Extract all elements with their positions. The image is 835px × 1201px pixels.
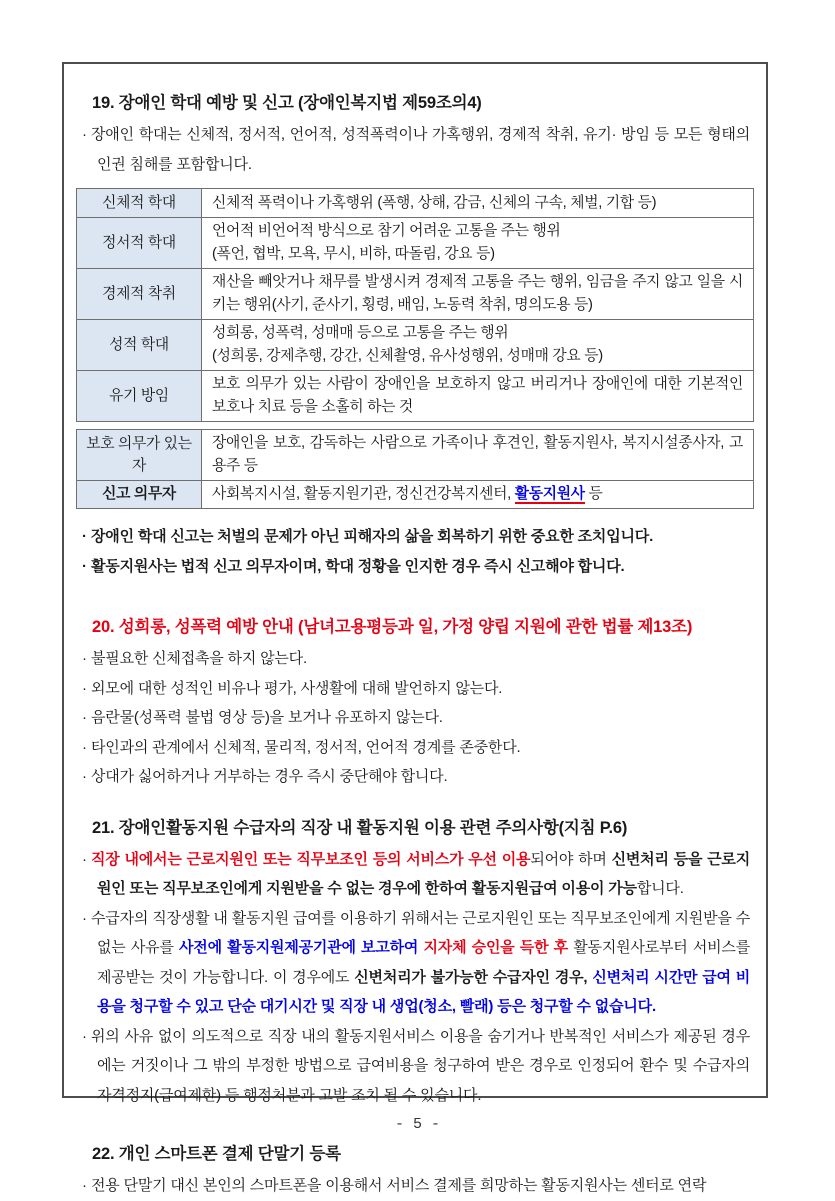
duty-label-cell: 신고 의무자 [77,480,202,509]
list-item-rich-text: 위의 사유 없이 의도적으로 직장 내의 활동지원서비스 이용을 숨기거나 반복적인 서비스가 제공된 경우에는 거짓이나 그 밖의 부정한 방법으로 급여비용을 청구하여 받은 경우로 인정되어 환수 및 수급자의 자격정지(급여제한) 등 행정처분과 고발 조치 될 수 있습니다. [91,1027,750,1104]
bullet-marker: · [82,679,87,697]
note-item [82,552,750,582]
table-row [77,189,754,218]
section-22-title: 22. 개인 스마트폰 결제 단말기 등록 [92,1145,341,1163]
table-row [77,429,754,480]
duty-desc-cell [202,429,754,480]
content-border [62,62,768,1194]
bullet-marker: · [82,1177,87,1194]
table-row [77,319,754,370]
abuse-type-cell: 경제적 착취 [77,268,202,319]
reporter-link[interactable]: 활동지원사 [514,486,585,502]
bullet-marker: · [82,650,87,667]
abuse-type-cell: 신체적 학대 [77,189,202,218]
desc-line: 장애인을 보호, 감독하는 사람으로 가족이나 후견인, 활동지원사, 복지시설종사자, 고용주 등 [212,435,743,474]
abuse-desc-cell [202,189,754,218]
table-row [77,268,754,319]
section-19-notes [76,522,754,581]
list-item [82,1022,750,1111]
note-text: 장애인 학대 신고는 처벌의 문제가 아닌 피해자의 삶을 회복하기 위한 중요한 조치입니다. [91,528,654,545]
duty-desc-cell [202,480,754,509]
desc-text: 사회복지시설, 활동지원기관, 정신건강복지센터, [212,486,515,502]
abuse-desc-cell [202,268,754,319]
note-item [82,522,750,552]
table-row [77,370,754,421]
desc-line: 재산을 빼앗거나 채무를 발생시켜 경제적 고통을 주는 행위, 임금을 주지 않고 일을 시키는 행위(사기, 준사기, 횡령, 배임, 노동력 착취, 명의도용 등) [212,274,743,313]
list-item [82,845,750,904]
bullet-marker: · [82,850,87,868]
list-item [82,904,750,1022]
bullet-marker: · [82,709,87,726]
list-item-text: 상대가 싫어하거나 거부하는 경우 즉시 중단해야 합니다. [91,768,448,785]
desc-line: (폭언, 협박, 모욕, 무시, 비하, 따돌림, 강요 등) [212,245,495,262]
abuse-type-cell: 정서적 학대 [77,217,202,268]
list-item-text: 타인과의 관계에서 신체적, 물리적, 정서적, 언어적 경계를 존중한다. [91,738,521,756]
list-item-rich-text: 직장 내에서는 근로지원인 또는 직무보조인 등의 서비스가 우선 이용되어야 하며 신변처리 등을 근로지원인 또는 직무보조인에게 지원받을 수 없는 경우에 한하여 활동지원급여 이용이 가능합니다. [91,850,751,897]
duty-label-cell: 보호 의무가 있는 자 [77,429,202,480]
desc-line: 보호 의무가 있는 사람이 장애인을 보호하지 않고 버리거나 장애인에 대한 기본적인 보호나 치료 등을 소홀히 하는 것 [212,376,743,415]
bullet-marker: · [82,1027,87,1045]
desc-line: 성희롱, 성폭력, 성매매 등으로 고통을 주는 행위 [212,325,509,341]
abuse-desc-cell [202,319,754,370]
list-item [82,1171,750,1201]
desc-text: 등 [584,486,603,502]
abuse-type-cell: 유기 방임 [77,370,202,421]
bullet-marker: · [82,738,87,756]
abuse-type-cell: 성적 학대 [77,319,202,370]
bullet-marker: · [82,557,87,575]
footer-page-number: - 5 - [394,1116,440,1133]
abuse-desc-cell [202,370,754,421]
bullet-marker: · [82,768,87,785]
section-21-title: 21. 장애인활동지원 수급자의 직장 내 활동지원 이용 관련 주의사항(지침 P.6) [92,818,628,837]
list-item-text: 불필요한 신체접촉을 하지 않는다. [91,650,307,667]
bullet-marker: · [82,126,87,143]
list-item-text: 전용 단말기 대신 본인의 스마트폰을 이용해서 서비스 결제를 희망하는 활동지원사는 센터로 연락 [91,1177,707,1194]
list-item-text: 음란물(성폭력 불법 영상 등)을 보거나 유포하지 않는다. [91,709,443,726]
list-item [82,674,750,704]
list-item [82,703,750,733]
section-19-intro-text: 장애인 학대는 신체적, 정서적, 언어적, 성적폭력이나 가혹행위, 경제적 착취, 유기· 방임 등 모든 형태의 인권 침해를 포함합니다. [91,126,750,173]
list-item-text: 외모에 대한 성적인 비유나 평가, 사생활에 대해 발언하지 않는다. [91,679,503,697]
desc-line: 신체적 폭력이나 가혹행위 (폭행, 상해, 감금, 신체의 구속, 체벌, 기합 등) [212,194,657,211]
note-text: 활동지원사는 법적 신고 의무자이며, 학대 정황을 인지한 경우 즉시 신고해야 합니다. [91,557,625,575]
abuse-desc-cell [202,217,754,268]
bullet-marker: · [82,528,87,545]
table-row [77,217,754,268]
list-item [82,733,750,763]
list-item [82,762,750,792]
desc-line: 언어적 비언어적 방식으로 참기 어려운 고통을 주는 행위 [212,223,561,239]
list-item [82,644,750,674]
desc-line: (성희롱, 강제추행, 강간, 신체촬영, 유사성행위, 성매매 강요 등) [212,347,603,364]
table-row [77,480,754,509]
list-item-rich-text: 수급자의 직장생활 내 활동지원 급여를 이용하기 위해서는 근로지원인 또는 직무보조인에게 지원받을 수없는 사유를 사전에 활동지원제공기관에 보고하여 지자체 승인을 득한 후 활동지원사로부터 서비스를 제공받는 것이 가능합니다. 이 경우에도 신변처리가 불가능한 수급자인 경우, 신변처리 시간만 급여 비용을 청구할 수 있고 단순 대기시간 및 직장 내 생업(청소, 빨래) 등은 청구할 수 없습니다. [91,909,750,1015]
bullet-marker: · [82,909,87,927]
duty-table [76,429,754,510]
section-19-intro [82,120,750,179]
section-19-title: 19. 장애인 학대 예방 및 신고 (장애인복지법 제59조의4) [92,94,482,112]
abuse-type-table [76,188,754,422]
section-20-title: 20. 성희롱, 성폭력 예방 안내 (남녀고용평등과 일, 가정 양립 지원에 관한 법률 제13조) [92,618,693,636]
